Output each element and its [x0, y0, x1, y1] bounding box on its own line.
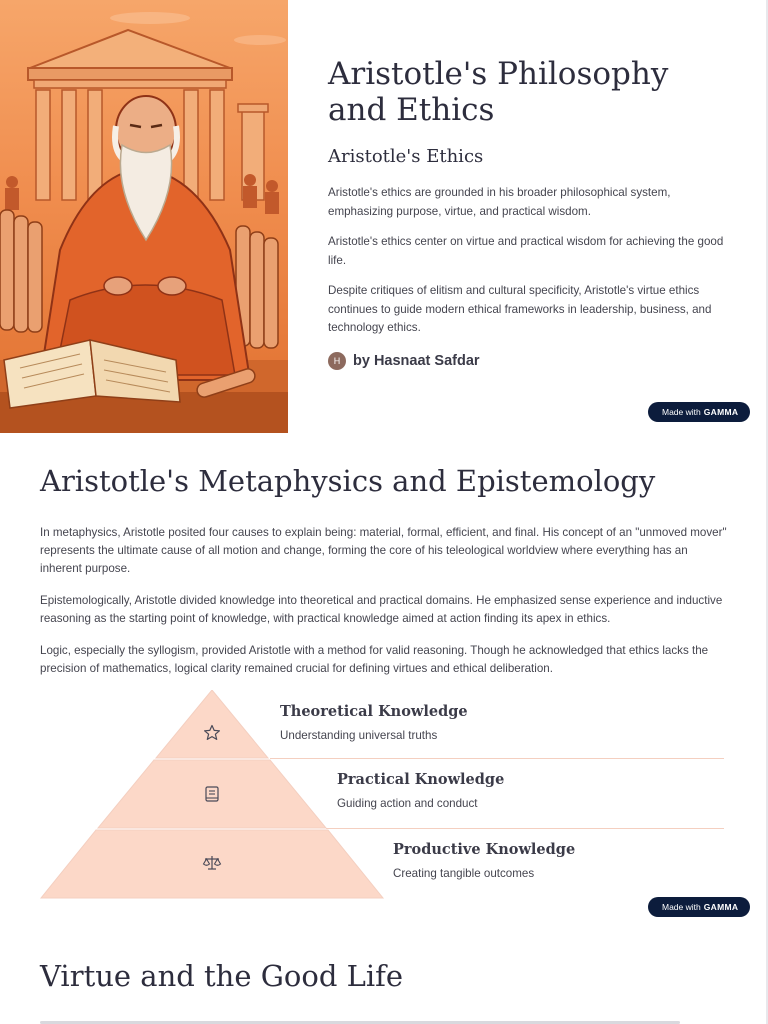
tier-description: Creating tangible outcomes: [393, 867, 535, 880]
hero-paragraph: Despite critiques of elitism and cultural specificity, Aristotle's virtue ethics continues to guide modern ethical frameworks in leadership, business, and technology ethics.: [328, 284, 712, 334]
section-body: [40, 524, 730, 678]
section-title: Virtue and the Good Life: [40, 959, 404, 993]
gamma-logo: GAMMA: [703, 902, 739, 912]
section-paragraph: Epistemologically, Aristotle divided knowledge into theoretical and practical domains. He emphasized sense experience and inductive reasoning as the starting point of knowledge, with practical knowledge aimed at action finding its apex in ethics.: [40, 594, 723, 625]
hero-title: Aristotle's Philosophy and Ethics: [328, 56, 669, 128]
tier-description: Guiding action and conduct: [337, 797, 478, 810]
tier-description: Understanding universal truths: [280, 729, 438, 742]
hero-text: [328, 56, 728, 370]
author-name: by Hasnaat Safdar: [353, 352, 480, 369]
pyramid-item-theoretical: [280, 702, 468, 744]
section-paragraph: Logic, especially the syllogism, provided Aristotle with a method for valid reasoning. Though he acknowledged that ethics lacks the precision of mathematics, logical clarity remained crucial for defining virtues and ethical deliberation.: [40, 644, 709, 675]
knowledge-pyramid: [40, 690, 730, 900]
book-icon: [202, 784, 222, 804]
star-icon: [202, 723, 222, 743]
badge-label: Made with: [662, 902, 701, 912]
hero-subtitle: Aristotle's Ethics: [328, 146, 484, 167]
hero-paragraph: Aristotle's ethics are grounded in his broader philosophical system, emphasizing purpose, virtue, and practical wisdom.: [328, 186, 671, 218]
made-with-gamma-button[interactable]: [648, 897, 750, 917]
divider: [326, 828, 724, 829]
made-with-gamma-button[interactable]: [648, 402, 750, 422]
avatar: H: [328, 352, 346, 370]
pyramid-item-productive: [393, 840, 575, 882]
tier-title: Productive Knowledge: [393, 841, 576, 858]
section-paragraph: In metaphysics, Aristotle posited four causes to explain being: material, formal, efficient, and final. His concept of an "unmoved mover" represents the ultimate cause of all motion and change, forming the core of his teleological worldview where everything has an inherent purpose.: [40, 526, 727, 575]
pyramid-item-practical: [337, 770, 504, 812]
section-title: Aristotle's Metaphysics and Epistemology: [40, 464, 656, 498]
aristotle-illustration: [0, 0, 288, 433]
author: [328, 352, 728, 370]
scale-icon: [202, 853, 222, 873]
truncated-paragraph: [40, 1016, 730, 1024]
gamma-logo: GAMMA: [703, 407, 739, 417]
tier-title: Theoretical Knowledge: [280, 703, 468, 720]
badge-label: Made with: [662, 407, 701, 417]
tier-title: Practical Knowledge: [337, 771, 505, 788]
divider: [270, 758, 724, 759]
hero-paragraph: Aristotle's ethics center on virtue and practical wisdom for achieving the good life.: [328, 235, 724, 267]
